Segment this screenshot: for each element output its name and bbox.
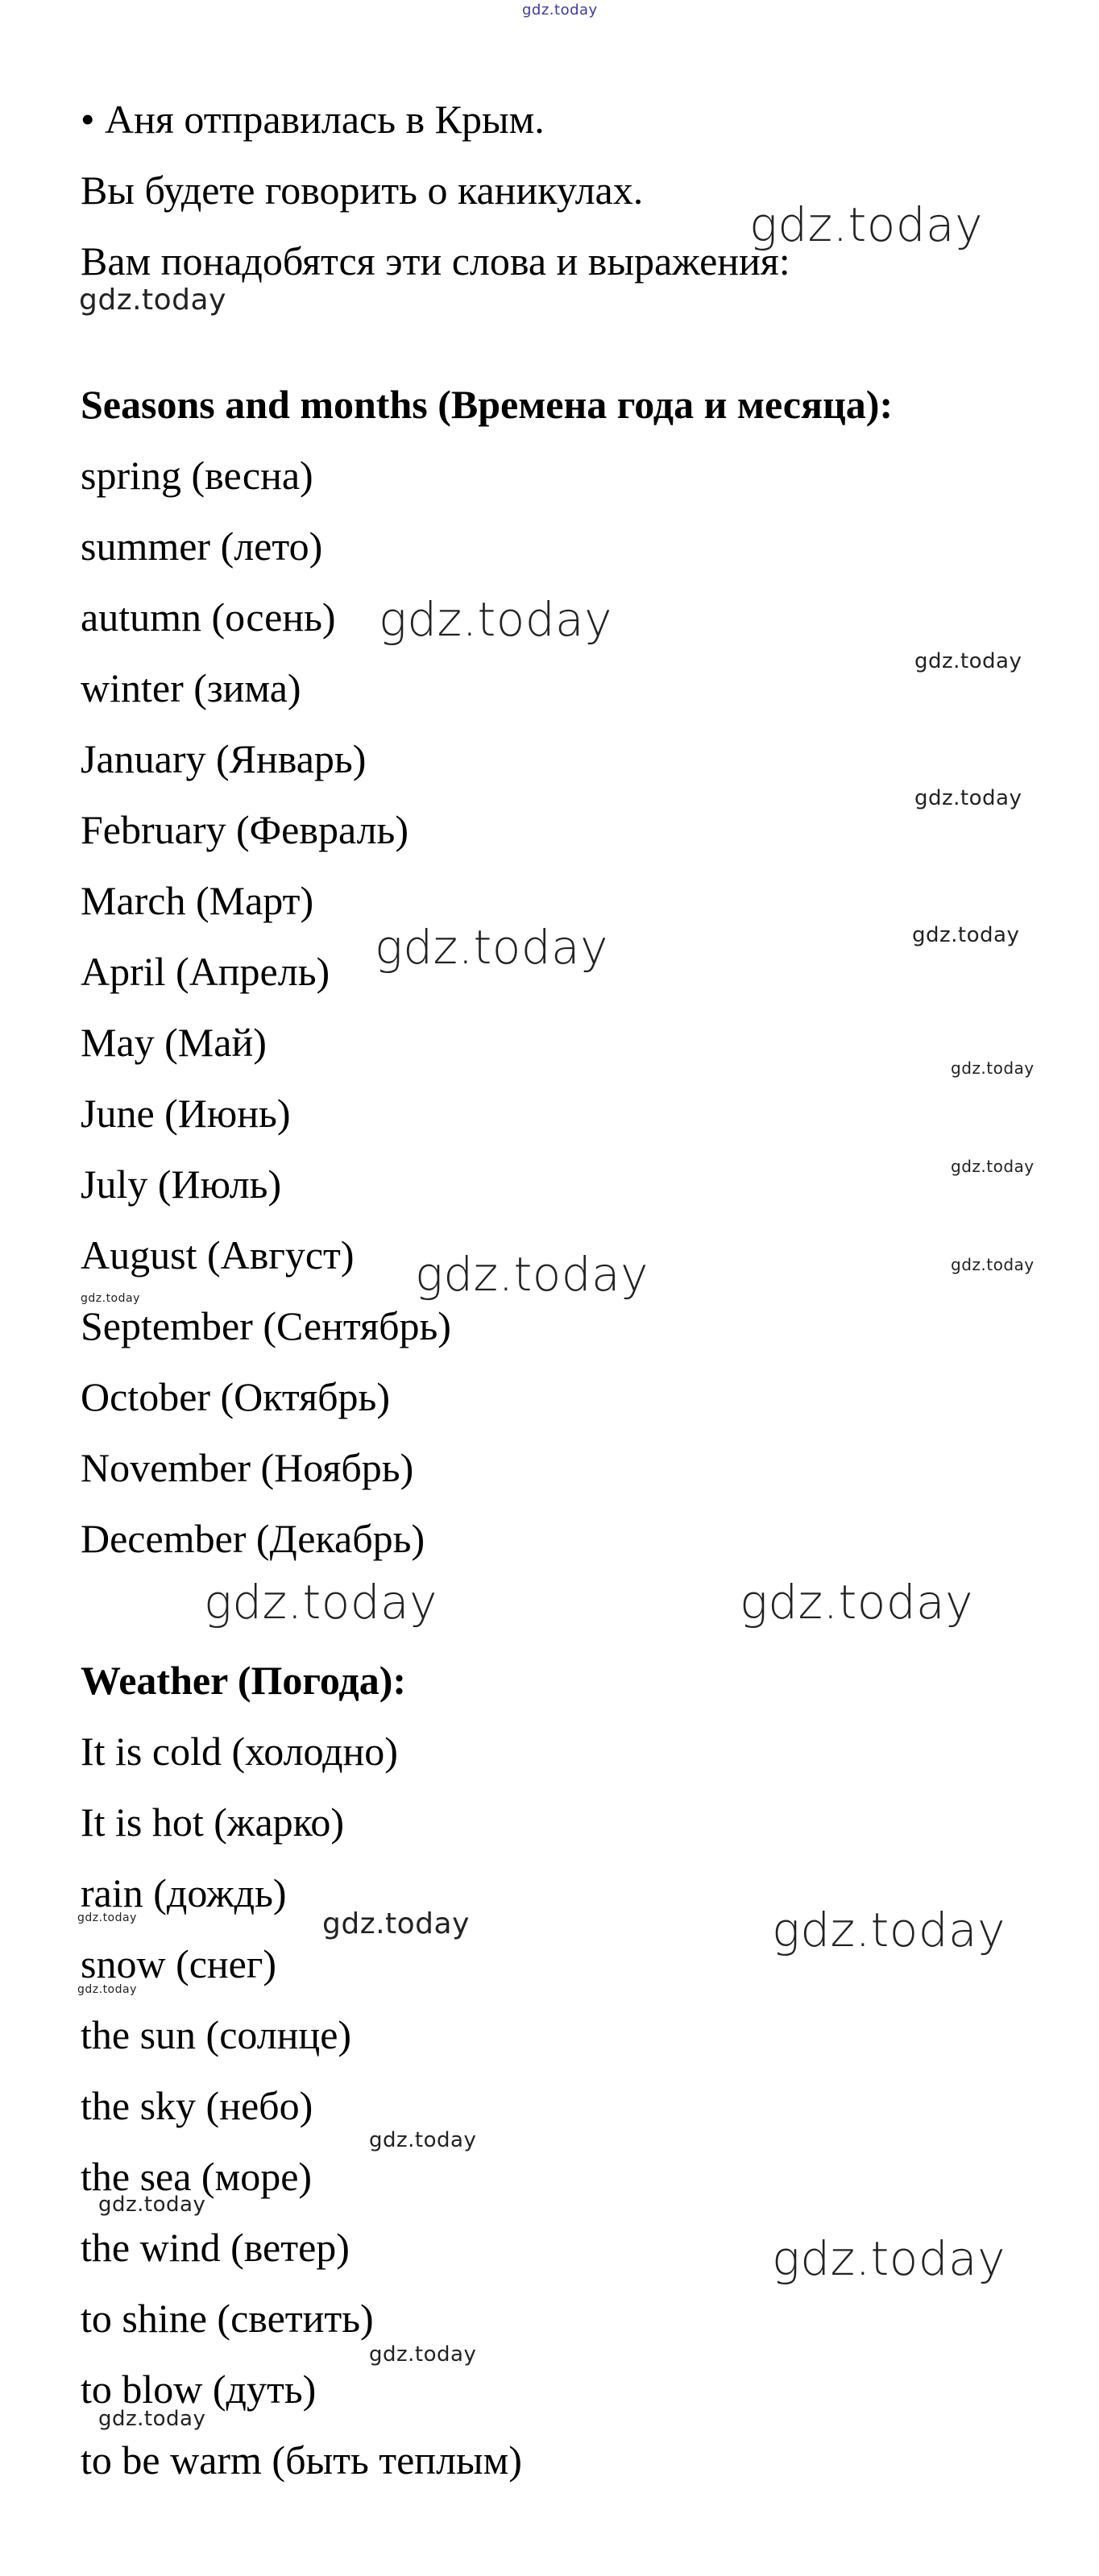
watermark: gdz.today xyxy=(914,786,1022,810)
watermark: gdz.today xyxy=(375,920,608,975)
watermark: gdz.today xyxy=(204,1575,438,1630)
watermark: gdz.today xyxy=(522,2,598,19)
weather-item: the wind (ветер) xyxy=(81,2225,350,2270)
month-item: July (Июль) xyxy=(81,1162,282,1207)
watermark: gdz.today xyxy=(415,1247,649,1302)
month-item: May (Май) xyxy=(81,1020,267,1065)
watermark: gdz.today xyxy=(951,1157,1035,1176)
weather-item: rain (дождь) xyxy=(81,1870,287,1915)
month-item: December (Декабрь) xyxy=(81,1516,425,1561)
month-item: June (Июнь) xyxy=(81,1091,291,1136)
month-item: August (Август) xyxy=(81,1232,355,1278)
weather-item: It is cold (холодно) xyxy=(81,1729,398,1774)
watermark: gdz.today xyxy=(98,2193,206,2217)
watermark: gdz.today xyxy=(98,2407,206,2431)
weather-heading: Weather (Погода): xyxy=(81,1658,407,1703)
intro-line-1: • Аня отправилась в Крым. xyxy=(81,97,545,142)
month-item: April (Апрель) xyxy=(81,949,330,994)
watermark: gdz.today xyxy=(740,1575,973,1630)
weather-item: to shine (светить) xyxy=(81,2296,374,2341)
watermark: gdz.today xyxy=(77,1983,137,1996)
season-item: spring (весна) xyxy=(81,453,313,498)
month-item: March (Март) xyxy=(81,878,314,923)
weather-item: the sun (солнце) xyxy=(81,2012,352,2057)
season-item: summer (лето) xyxy=(81,524,323,569)
watermark: gdz.today xyxy=(369,2128,477,2152)
weather-item: to blow (дуть) xyxy=(81,2367,317,2412)
watermark: gdz.today xyxy=(749,197,983,252)
weather-item: snow (снег) xyxy=(81,1941,277,1986)
intro-line-3: Вам понадобятся эти слова и выражения: xyxy=(81,238,790,284)
weather-item: the sky (небо) xyxy=(81,2083,313,2128)
intro-line-2: Вы будете говорить о каникулах. xyxy=(81,168,644,213)
month-item: October (Октябрь) xyxy=(81,1374,391,1419)
month-item: January (Январь) xyxy=(81,736,367,781)
watermark: gdz.today xyxy=(81,1292,140,1305)
watermark: gdz.today xyxy=(772,2231,1006,2286)
season-item: winter (зима) xyxy=(81,665,301,710)
weather-item: It is hot (жарко) xyxy=(81,1799,345,1845)
watermark: gdz.today xyxy=(379,592,612,647)
watermark: gdz.today xyxy=(772,1903,1006,1957)
watermark: gdz.today xyxy=(322,1907,470,1940)
seasons-heading: Seasons and months (Времена года и месяца): xyxy=(81,382,894,427)
month-item: February (Февраль) xyxy=(81,807,408,852)
watermark: gdz.today xyxy=(914,649,1022,673)
weather-item: the sea (море) xyxy=(81,2154,313,2199)
season-item: autumn (осень) xyxy=(81,594,336,640)
weather-item: to be warm (быть теплым) xyxy=(81,2437,522,2483)
watermark: gdz.today xyxy=(951,1058,1035,1078)
month-item: November (Ноябрь) xyxy=(81,1445,414,1490)
month-item: September (Сентябрь) xyxy=(81,1303,451,1348)
watermark: gdz.today xyxy=(77,1911,137,1924)
watermark: gdz.today xyxy=(79,284,226,317)
watermark: gdz.today xyxy=(912,923,1020,947)
watermark: gdz.today xyxy=(951,1255,1035,1274)
watermark: gdz.today xyxy=(369,2342,477,2367)
